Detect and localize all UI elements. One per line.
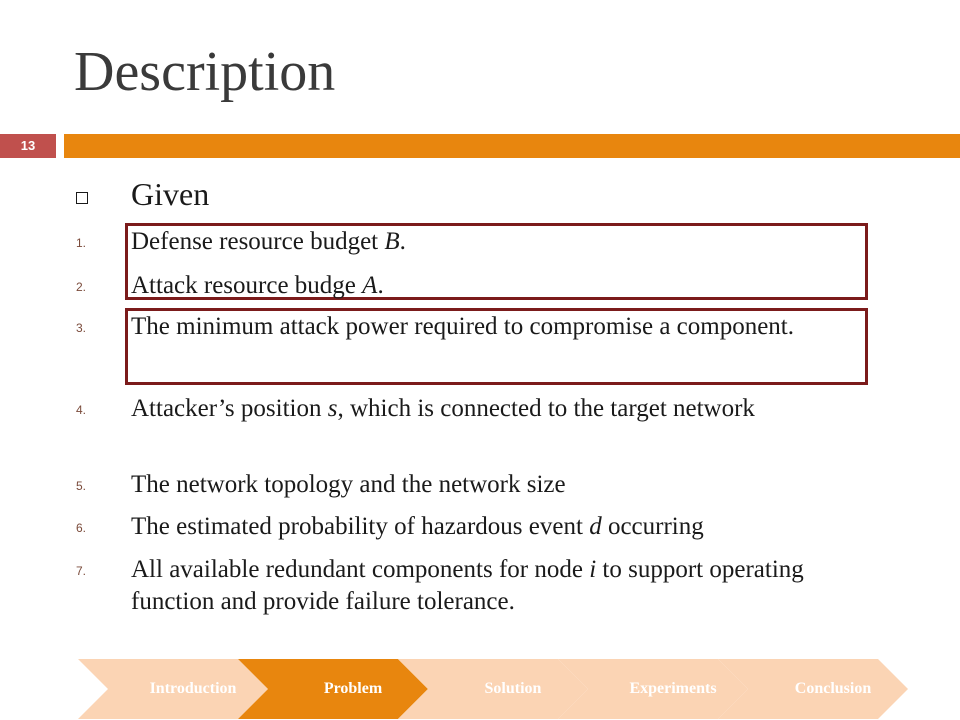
item-text-variable: d xyxy=(589,513,602,540)
item-number: 5. xyxy=(76,479,87,493)
item-number: 3. xyxy=(76,321,87,335)
item-text-main: All available redundant components for node xyxy=(131,556,590,583)
item-text-tail: . xyxy=(377,272,384,299)
item-text-variable: B xyxy=(384,228,400,255)
item-text-main: The estimated probability of hazardous event xyxy=(131,513,590,540)
item-text xyxy=(131,469,876,501)
item-text-main: Attacker’s position xyxy=(131,395,328,422)
item-text xyxy=(131,226,876,258)
nav-label-solution[interactable]: Solution xyxy=(484,680,542,697)
item-text-variable: A xyxy=(362,272,378,299)
item-text-main: The network topology and the network size xyxy=(131,471,566,498)
item-text-main: Attack resource budge xyxy=(131,272,363,299)
item-text-tail: , which is connected to the target network xyxy=(337,395,755,422)
item-number: 1. xyxy=(76,236,87,250)
item-text-variable: i xyxy=(589,556,597,583)
given-heading: Given xyxy=(131,176,210,212)
nav-label-introduction[interactable]: Introduction xyxy=(149,680,237,697)
item-number: 2. xyxy=(76,280,87,294)
item-text-tail: . xyxy=(399,228,406,255)
slide-number: 13 xyxy=(0,134,56,158)
nav-label-problem[interactable]: Problem xyxy=(323,680,383,697)
item-text-main: Defense resource budget xyxy=(131,228,385,255)
title-divider-bar xyxy=(64,134,960,158)
item-text xyxy=(131,554,876,618)
item-text xyxy=(131,511,876,543)
item-text-variable: s xyxy=(327,395,338,422)
item-number: 6. xyxy=(76,521,87,535)
nav-label-experiments[interactable]: Experiments xyxy=(629,680,717,697)
item-number: 7. xyxy=(76,564,87,578)
item-text-main: The minimum attack power required to compromise a component. xyxy=(131,313,795,340)
square-bullet-icon xyxy=(76,192,88,204)
item-text-tail: occurring xyxy=(601,513,704,540)
item-text-tail: to support operating function and provide failure tolerance. xyxy=(131,556,804,615)
section-navigation xyxy=(78,659,908,719)
item-text xyxy=(131,311,876,343)
item-text xyxy=(131,393,876,425)
item-text xyxy=(131,270,876,302)
slide-title: Description xyxy=(74,41,336,103)
nav-label-conclusion[interactable]: Conclusion xyxy=(794,680,872,697)
item-number: 4. xyxy=(76,403,87,417)
